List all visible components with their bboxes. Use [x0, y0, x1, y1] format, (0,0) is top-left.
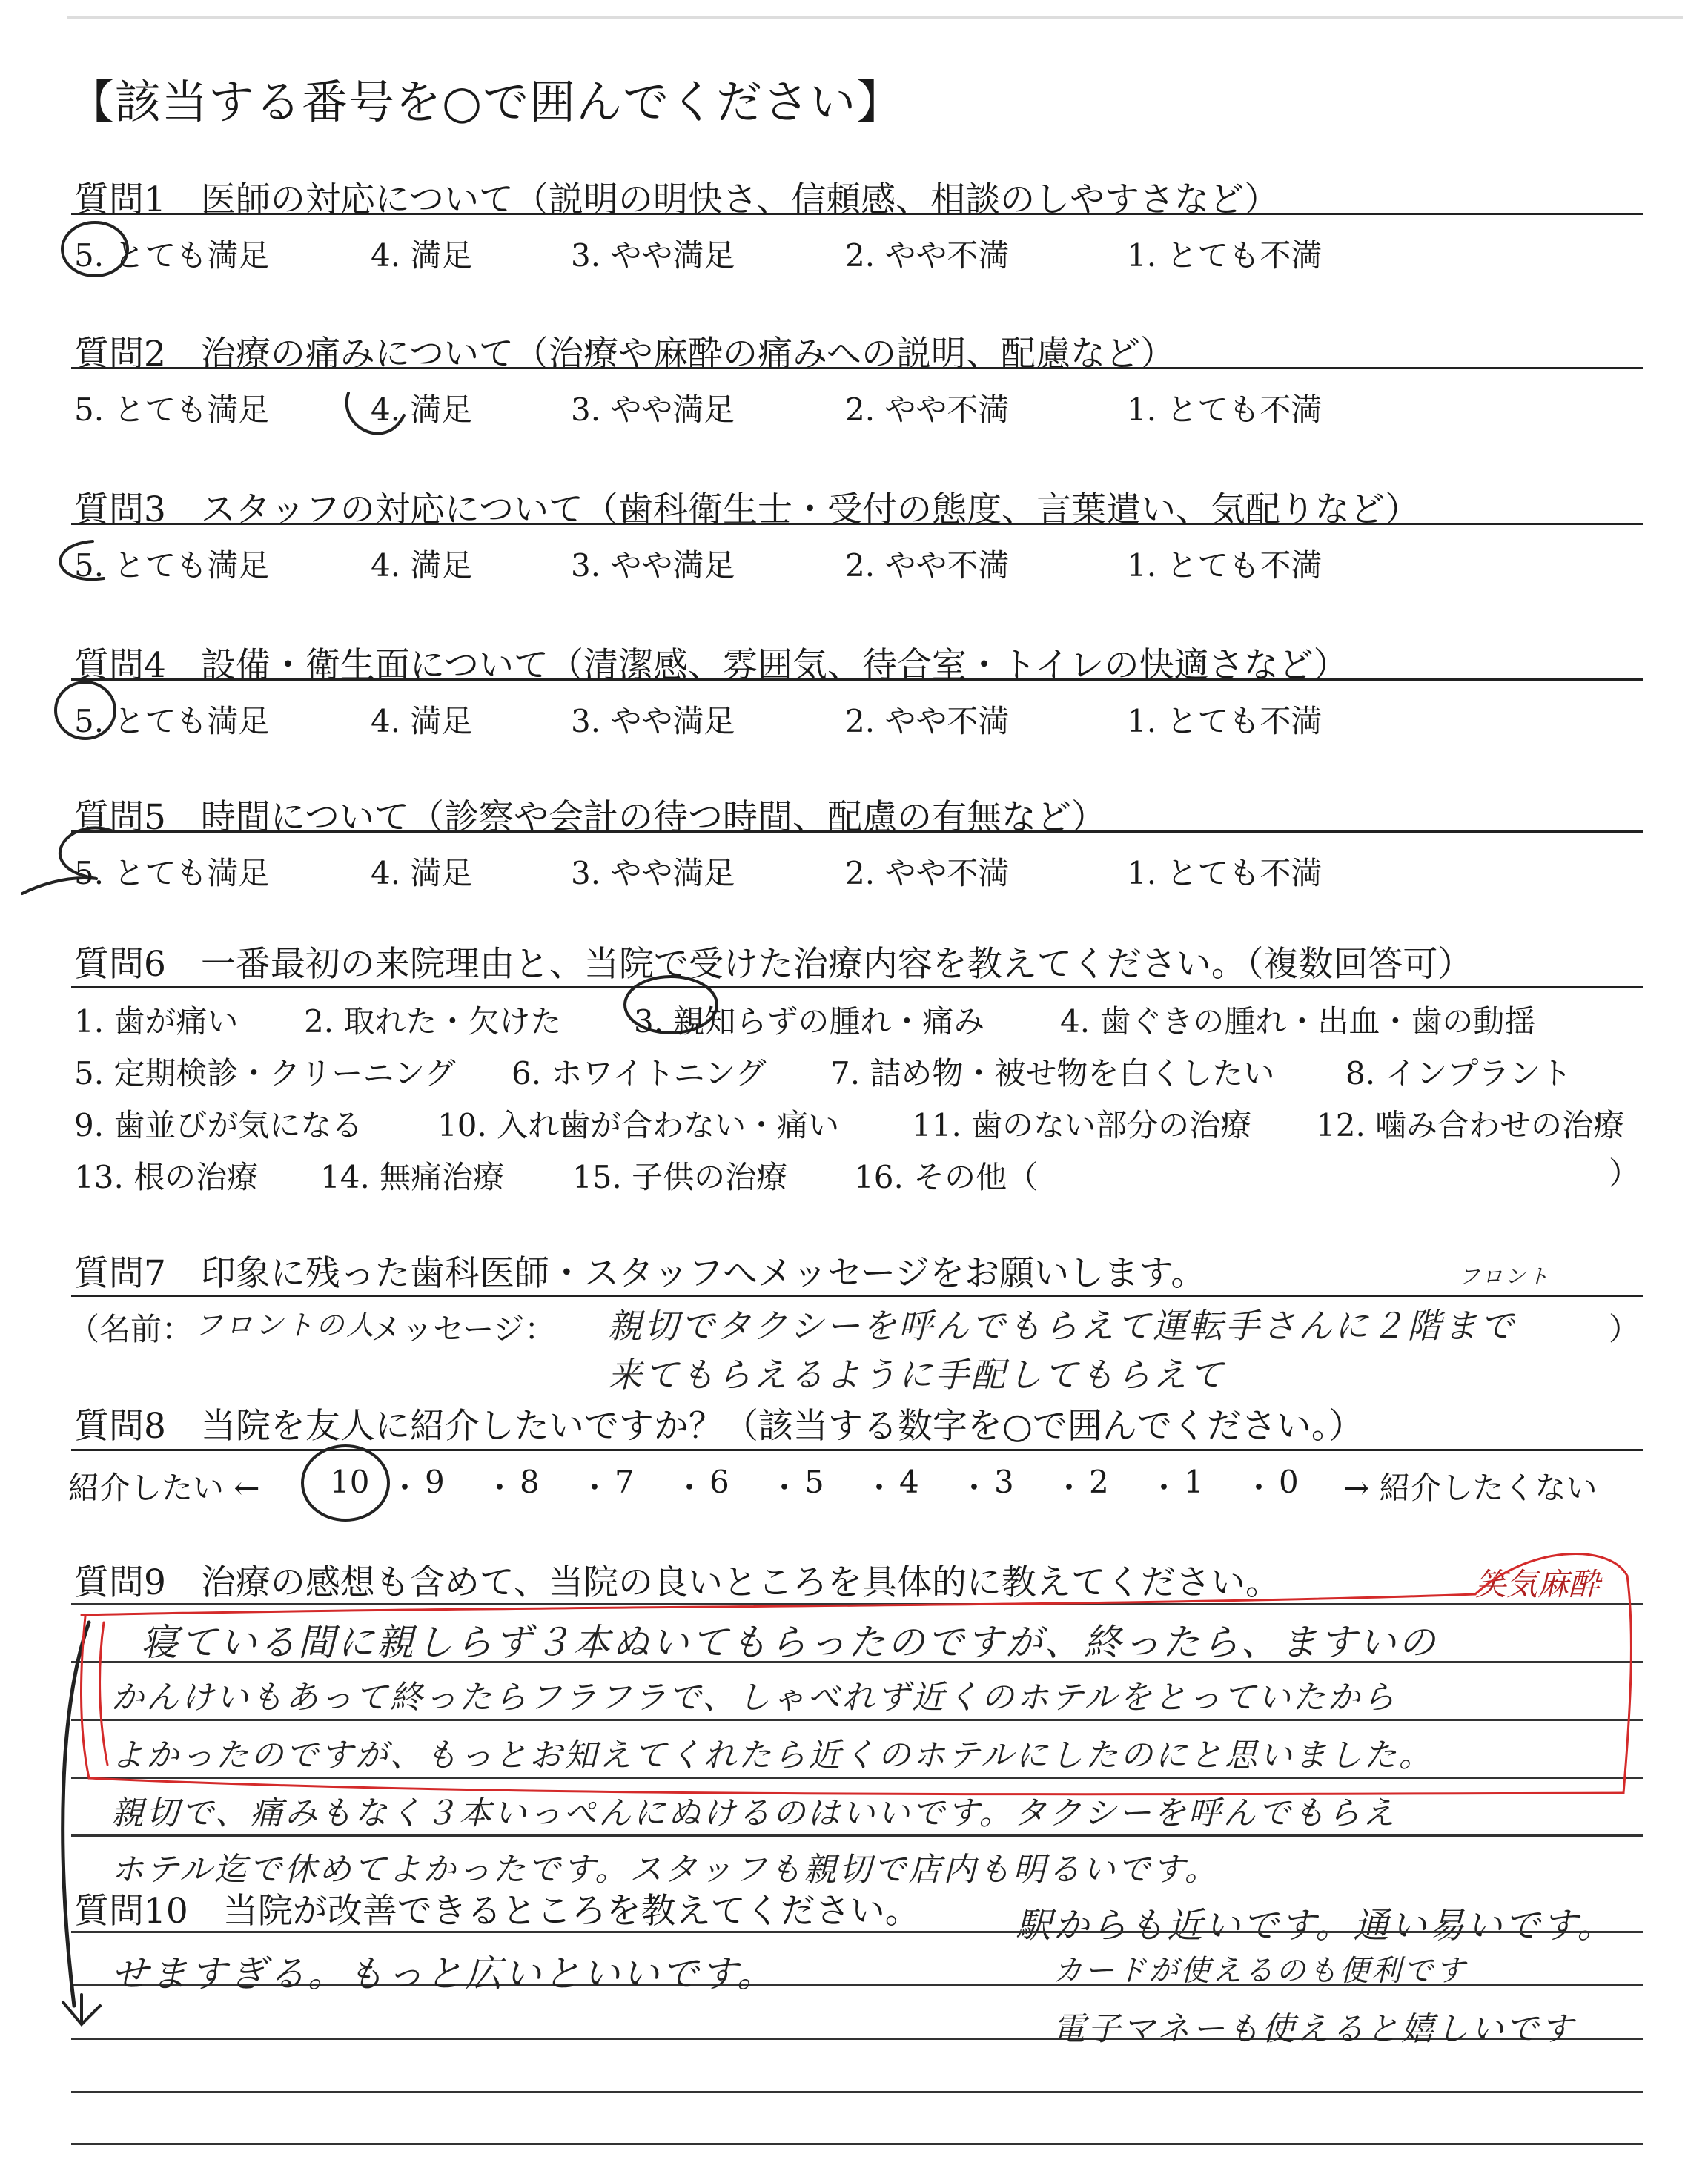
q10-title: 質問10 当院が改善できるところを教えてください。 — [74, 1891, 920, 1932]
q1-option-5[interactable]: 5. とても満足 — [74, 237, 270, 274]
q6-option-10[interactable]: 10. 入れ歯が合わない・痛い — [437, 1107, 840, 1143]
q5-underline — [71, 830, 1643, 833]
q7-close-paren: ） — [1609, 1311, 1641, 1347]
q5-option-2[interactable]: 2. やや不満 — [845, 855, 1010, 891]
q4-option-5[interactable]: 5. とても満足 — [74, 703, 270, 739]
q6-option-16[interactable]: 16. その他（ — [854, 1159, 1039, 1195]
q10-line-2[interactable]: カードが使えるのも便利です — [1053, 1954, 1467, 1988]
q9-red-bottom-line — [82, 1616, 1623, 1794]
q6-option-15[interactable]: 15. 子供の治療 — [572, 1159, 788, 1195]
q1-option-3[interactable]: 3. やや満足 — [571, 237, 735, 274]
q9-line-2[interactable]: かんけいもあって終ったらフラフラで、しゃべれず近くのホテルをとっていたから — [111, 1679, 1397, 1717]
q3-option-3[interactable]: 3. やや満足 — [571, 547, 735, 584]
q4-option-4[interactable]: 4. 満足 — [371, 703, 473, 739]
q10-line-1[interactable]: せますぎる。もっと広いといいです。 — [111, 1952, 776, 1995]
q9-title: 質問9 治療の感想も含めて、当院の良いところを具体的に教えてください。 — [74, 1562, 1280, 1603]
q6-option-13[interactable]: 13. 根の治療 — [74, 1159, 259, 1195]
q9-red-annotation: 笑気麻酔 — [1475, 1566, 1601, 1602]
q9-red-inner-line — [100, 1622, 107, 1765]
q9-line-5[interactable]: ホテル迄で休めてよかったです。スタッフも親切で店内も明るいです。 — [111, 1851, 1219, 1889]
q6-option-6[interactable]: 6. ホワイトニング — [512, 1055, 767, 1091]
q8-scale-dot: ・ — [959, 1470, 990, 1506]
q8-scale-0[interactable]: 0 — [1279, 1464, 1299, 1500]
q6-option-12[interactable]: 12. 噛み合わせの治療 — [1316, 1107, 1625, 1143]
q6-option-7[interactable]: 7. 詰め物・被せ物を白くしたい — [830, 1055, 1275, 1091]
hand-bracket — [63, 1622, 89, 2006]
q8-scale-dot: ・ — [484, 1470, 516, 1506]
q3-option-2[interactable]: 2. やや不満 — [845, 547, 1010, 584]
q2-option-4[interactable]: 4. 満足 — [371, 392, 473, 428]
q8-scale-8[interactable]: 8 — [520, 1464, 540, 1500]
q9-line-4[interactable]: 親切で、痛みもなく３本いっぺんにぬけるのはいいです。タクシーを呼んでもらえ — [111, 1794, 1397, 1832]
q6-close-paren: ） — [1609, 1155, 1641, 1192]
q6-option-4[interactable]: 4. 歯ぐきの腫れ・出血・歯の動揺 — [1060, 1003, 1536, 1040]
q6-option-2[interactable]: 2. 取れた・欠けた — [304, 1003, 562, 1040]
q2-option-2[interactable]: 2. やや不満 — [845, 392, 1010, 428]
q6-option-5[interactable]: 5. 定期検診・クリーニング — [74, 1055, 456, 1091]
q9-red-right-line — [1475, 1553, 1631, 1793]
q1-title: 質問1 医師の対応について（説明の明快さ、信頼感、相談のしやすさなど） — [74, 179, 1280, 220]
q4-title: 質問4 設備・衛生面について（清潔感、雰囲気、待合室・トイレの快適さなど） — [74, 645, 1348, 686]
q1-option-2[interactable]: 2. やや不満 — [845, 237, 1010, 274]
q5-option-3[interactable]: 3. やや満足 — [571, 855, 735, 891]
q8-scale-4[interactable]: 4 — [899, 1464, 919, 1500]
q8-scale-9[interactable]: 9 — [425, 1464, 445, 1500]
q7-message-line2[interactable]: 来てもらえるように手配してもらえて — [608, 1355, 1225, 1395]
q5-option-4[interactable]: 4. 満足 — [371, 855, 473, 891]
q2-option-1[interactable]: 1. とても不満 — [1127, 392, 1323, 428]
q9-red-top-line — [82, 1594, 1475, 1615]
q6-option-1[interactable]: 1. 歯が痛い — [74, 1003, 239, 1040]
q8-scale-10[interactable]: 10 — [330, 1464, 370, 1500]
q4-option-1[interactable]: 1. とても不満 — [1127, 703, 1323, 739]
q8-scale-3[interactable]: 3 — [994, 1464, 1014, 1500]
q2-title: 質問2 治療の痛みについて（治療や麻酔の痛みへの説明、配慮など） — [74, 334, 1176, 374]
q5-option-1[interactable]: 1. とても不満 — [1127, 855, 1323, 891]
q4-option-2[interactable]: 2. やや不満 — [845, 703, 1010, 739]
q8-scale-dot: ・ — [1243, 1470, 1275, 1506]
q4-underline — [71, 678, 1643, 681]
q8-scale-dot: ・ — [1053, 1470, 1085, 1506]
arrow-icon — [63, 1995, 100, 2024]
q8-scale-dot: ・ — [579, 1470, 611, 1506]
q3-option-1[interactable]: 1. とても不満 — [1127, 547, 1323, 584]
q8-scale-dot: ・ — [769, 1470, 801, 1506]
q3-underline — [71, 523, 1643, 525]
q7-annotation: フロント — [1459, 1264, 1552, 1289]
q8-scale-dot: ・ — [864, 1470, 896, 1506]
q4-option-3[interactable]: 3. やや満足 — [571, 703, 735, 739]
q8-left-label: 紹介したい ← — [68, 1470, 260, 1506]
q8-scale-1[interactable]: 1 — [1184, 1464, 1204, 1500]
q1-option-1[interactable]: 1. とても不満 — [1127, 237, 1323, 274]
q9-line-1[interactable]: 寝ている間に親しらず３本ぬいてもらったのですが、終ったら、ますいの — [141, 1621, 1437, 1664]
q8-title: 質問8 当院を友人に紹介したいですか？（該当する数字を○で囲んでください。） — [74, 1406, 1364, 1447]
q8-scale-6[interactable]: 6 — [709, 1464, 729, 1500]
q8-scale-dot: ・ — [674, 1470, 706, 1506]
q5-option-5[interactable]: 5. とても満足 — [74, 855, 270, 891]
q3-option-4[interactable]: 4. 満足 — [371, 547, 473, 584]
q6-option-8[interactable]: 8. インプラント — [1345, 1055, 1572, 1091]
q9-line-3[interactable]: よかったのですが、もっとお知えてくれたら近くのホテルにしたのにと思いました。 — [111, 1737, 1434, 1774]
q7-title: 質問7 印象に残った歯科医師・スタッフへメッセージをお願いします。 — [74, 1253, 1206, 1294]
q7-name-value[interactable]: フロントの人 — [194, 1309, 377, 1341]
q3-option-5[interactable]: 5. とても満足 — [74, 547, 270, 584]
q6-option-11[interactable]: 11. 歯のない部分の治療 — [912, 1107, 1252, 1143]
q1-option-4[interactable]: 4. 満足 — [371, 237, 473, 274]
q6-option-14[interactable]: 14. 無痛治療 — [320, 1159, 505, 1195]
q3-title: 質問3 スタッフの対応について（歯科衛生士・受付の態度、言葉遣い、気配りなど） — [74, 489, 1420, 530]
q7-name-label: （名前： — [68, 1311, 193, 1347]
form-title: 【該当する番号を○で囲んでください】 — [68, 75, 904, 129]
q2-option-5[interactable]: 5. とても満足 — [74, 392, 270, 428]
q1-underline — [71, 213, 1643, 215]
q6-option-9[interactable]: 9. 歯並びが気になる — [74, 1107, 363, 1143]
q10-line-3[interactable]: 電子マネーも使えると嬉しいです — [1053, 2010, 1575, 2048]
q8-scale-dot: ・ — [389, 1470, 421, 1506]
q8-scale-5[interactable]: 5 — [804, 1464, 824, 1500]
q5-title: 質問5 時間について（診察や会計の待つ時間、配慮の有無など） — [74, 797, 1106, 838]
q8-scale-7[interactable]: 7 — [615, 1464, 635, 1500]
q9-line-6[interactable]: 駅からも近いです。通い易いです。 — [1016, 1905, 1615, 1946]
q7-message-label: メッセージ： — [371, 1311, 556, 1347]
q7-message-line1[interactable]: 親切でタクシーを呼んでもらえて運転手さんに２階まで — [608, 1306, 1516, 1346]
q6-option-3[interactable]: 3. 親知らずの腫れ・痛み — [634, 1003, 985, 1040]
q6-title: 質問6 一番最初の来院理由と、当院で受けた治療内容を教えてください。（複数回答可） — [74, 944, 1473, 985]
q2-option-3[interactable]: 3. やや満足 — [571, 392, 735, 428]
q2-underline — [71, 367, 1643, 369]
q8-scale-2[interactable]: 2 — [1089, 1464, 1109, 1500]
q8-scale-dot: ・ — [1148, 1470, 1180, 1506]
q8-right-label: → 紹介したくない — [1343, 1470, 1598, 1506]
